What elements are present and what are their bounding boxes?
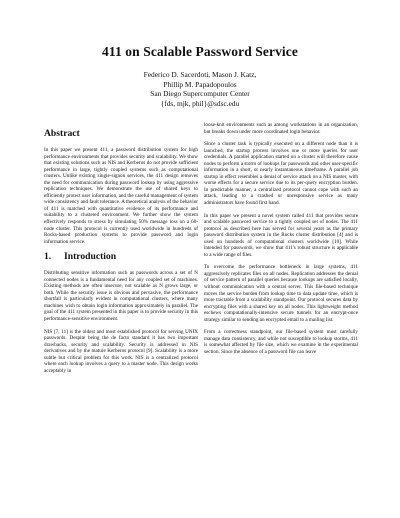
author-names: Federico D. Sacerdoti, Mason J. Katz, (143, 70, 257, 79)
intro-paragraph-1: Distributing sensitive information such as passwords across a set of N connected nodes is a fundamental need for any coupled set of machines. Existing methods are often insecure, not scalable as N grows large, or both. While the security issue is obvious and pervasive, the performance shortfall is particularly evident in computational clusters, where many machines wish to obtain login information approximately in parallel. The goal of the 411 system presented in this paper is to provide security in this performance-sensitive environment. (44, 270, 198, 323)
author-affiliation: San Diego Supercomputer Center (150, 89, 250, 99)
intro-paragraph-2: NIS [7, 11] is the oldest and most established protocol for serving UNIX passwords. Despite being the de facto standard it has two important drawbacks, security and scalability. Security is addressed in NIS derivatives and by the mature Kerberos protocol [9]. Scalability is a more subtle but critical problem for this work. NIS is a centralized protocol where each lookup involves a query to a master node. This design works acceptably in (44, 328, 198, 374)
section-number: 1. (44, 251, 52, 263)
left-column (44, 125, 198, 380)
right-paragraph-1: loose-knit environments such as among workstations in an organization, but breaks down under more coordinated login behavior. (204, 122, 358, 135)
section-title: Introduction (64, 251, 117, 263)
right-paragraph-5: From a correctness standpoint, our file-based system must carefully manage data consistency, and while not susceptible to lookup storms, 411 is somewhat affected by file size, which we examine in the experimental section. Since the absence of a password file can leave (204, 329, 358, 355)
abstract-text: In this paper we present 411, a password distribution system for high performance environments that provides security and scalability. We show that existing solutions such as NIS and Kerberos do not provide sufficient performance in large, tightly coupled systems such as computational clusters. Unlike existing single-signon services, the 411 design removes the need for communication during password lookup by using aggressive replication techniques. We demonstrate the use of shared keys to efficiently protect user information, and the careful management of system wide consistency and fault tolerance. A theoretical analysis of the behavior of 411 is matched with quantitative evidence of its performance and suitability to a clustered environment. We further show the system effectively responds to stress by simulating 50% message loss on a 60-node cluster. This protocol is currently used worldwide in hundreds of Rocks-based production systems to provide password and login information service. (44, 147, 198, 245)
right-column (204, 122, 358, 362)
right-paragraph-2: Since a cluster task is typically executed on a different node than it is launched, the startup process involves one or more queries for user credentials. A parallel application started on a cluster will therefore cause nodes to perform a storm of lookups for passwords and other user-specific information in a short, or nearly instantaneous timeframe. A parallel job startup in effect resembles a denial of service attack on a NIS master, with worse effects for a secure service due to its per-query encryption burden. In predictable manner, a centralized protocol cannot cope with such an attack, leading to a crashed or unresponsive service as many administrators have found first hand. (204, 141, 358, 207)
right-paragraph-4: To overcome the performance bottleneck in large systems, 411 aggressively replicates files on all nodes. Replication addresses the denial of service pattern of parallel queries because lookups are satisfied locally, without communication with a central server. This file-based technique moves the service burden from lookup time to data update time, which is more tractable from a scalability standpoint. Our protocol secures data by encrypting files with a shared key on all nodes. This lightweight method eschews computationally-intensive secure tunnels for an encrypt-once strategy similar to sending an encrypted email to a mailing list. (204, 264, 358, 323)
author-emails: {fds, mjk, phil}@sdsc.edu (160, 98, 240, 108)
author-names-2: Phillip M. Papadopoulos (163, 79, 237, 89)
abstract-heading: Abstract (44, 128, 80, 139)
author-block (0, 70, 400, 108)
paper-title: 411 on Scalable Password Service (102, 44, 298, 59)
right-paragraph-3: In this paper we present a novel system called 411 that provides secure and scalable password service to a tightly coupled set of nodes. The 411 protocol as described here has served for several years as the primary password distribution system in the Rocks cluster distribution [4] and is used on hundreds of computational clusters worldwide [10]. While intended for passwords, we show that 411's robust structure is applicable to a wide range of files. (204, 212, 358, 258)
introduction-heading (44, 251, 198, 262)
